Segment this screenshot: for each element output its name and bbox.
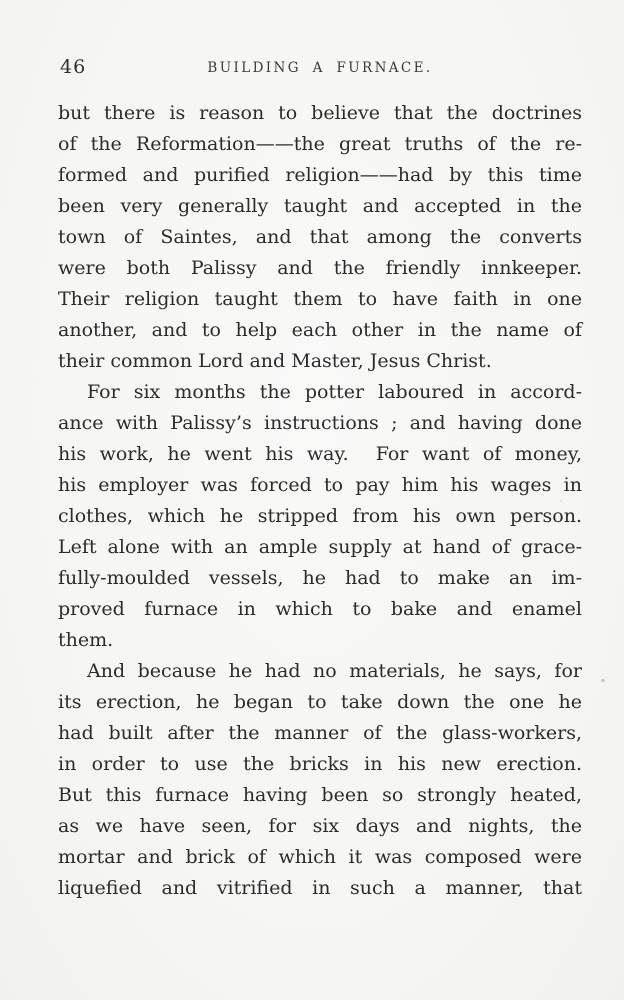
running-header <box>58 56 582 80</box>
text-line: had built after the manner of the glass-workers, <box>58 722 582 744</box>
text-line: as we have seen, for six days and nights, the <box>58 815 582 837</box>
text-line: mortar and brick of which it was composed were <box>58 846 582 868</box>
text-line: clothes, which he stripped from his own person. <box>58 505 582 527</box>
text-line: Left alone with an ample supply at hand of grace- <box>58 536 582 558</box>
running-title: BUILDING A FURNACE. <box>207 60 433 76</box>
text-line: in order to use the bricks in his new erection. <box>58 753 582 775</box>
text-line: And because he had no materials, he says, for <box>87 660 582 682</box>
text-line: its erection, he began to take down the one he <box>58 691 582 713</box>
paragraph <box>58 98 582 377</box>
text-line: fully-moulded vessels, he had to make an im- <box>58 567 582 589</box>
text-line: them. <box>58 629 114 651</box>
text-line: ance with Palissy’s instructions ; and having done <box>58 412 582 434</box>
text-line: but there is reason to believe that the doctrines <box>58 102 582 124</box>
text-line: proved furnace in which to bake and enamel <box>58 598 582 620</box>
paragraph <box>58 656 582 904</box>
text-line: his work, he went his way. For want of money, <box>58 443 582 465</box>
text-line: were both Palissy and the friendly innkeeper. <box>58 257 582 279</box>
text-line: For six months the potter laboured in accord- <box>87 381 582 403</box>
text-line: Their religion taught them to have faith in one <box>58 288 582 310</box>
scan-speck <box>601 679 605 682</box>
text-line: town of Saintes, and that among the converts <box>58 226 582 248</box>
text-line: been very generally taught and accepted in the <box>58 195 582 217</box>
text-line: their common Lord and Master, Jesus Christ. <box>58 350 492 372</box>
text-line: But this furnace having been so strongly heated, <box>58 784 582 806</box>
page-body <box>58 56 582 904</box>
text-line: another, and to help each other in the name of <box>58 319 582 341</box>
paragraph <box>58 377 582 656</box>
text-line: liquefied and vitrified in such a manner, that <box>58 877 582 899</box>
text-line: formed and purified religion——had by this time <box>58 164 582 186</box>
body-text <box>58 98 582 904</box>
scan-speck <box>560 500 562 502</box>
text-line: his employer was forced to pay him his wages in <box>58 474 582 496</box>
text-line: of the Reformation——the great truths of the re- <box>58 133 582 155</box>
page-number: 46 <box>60 56 87 78</box>
